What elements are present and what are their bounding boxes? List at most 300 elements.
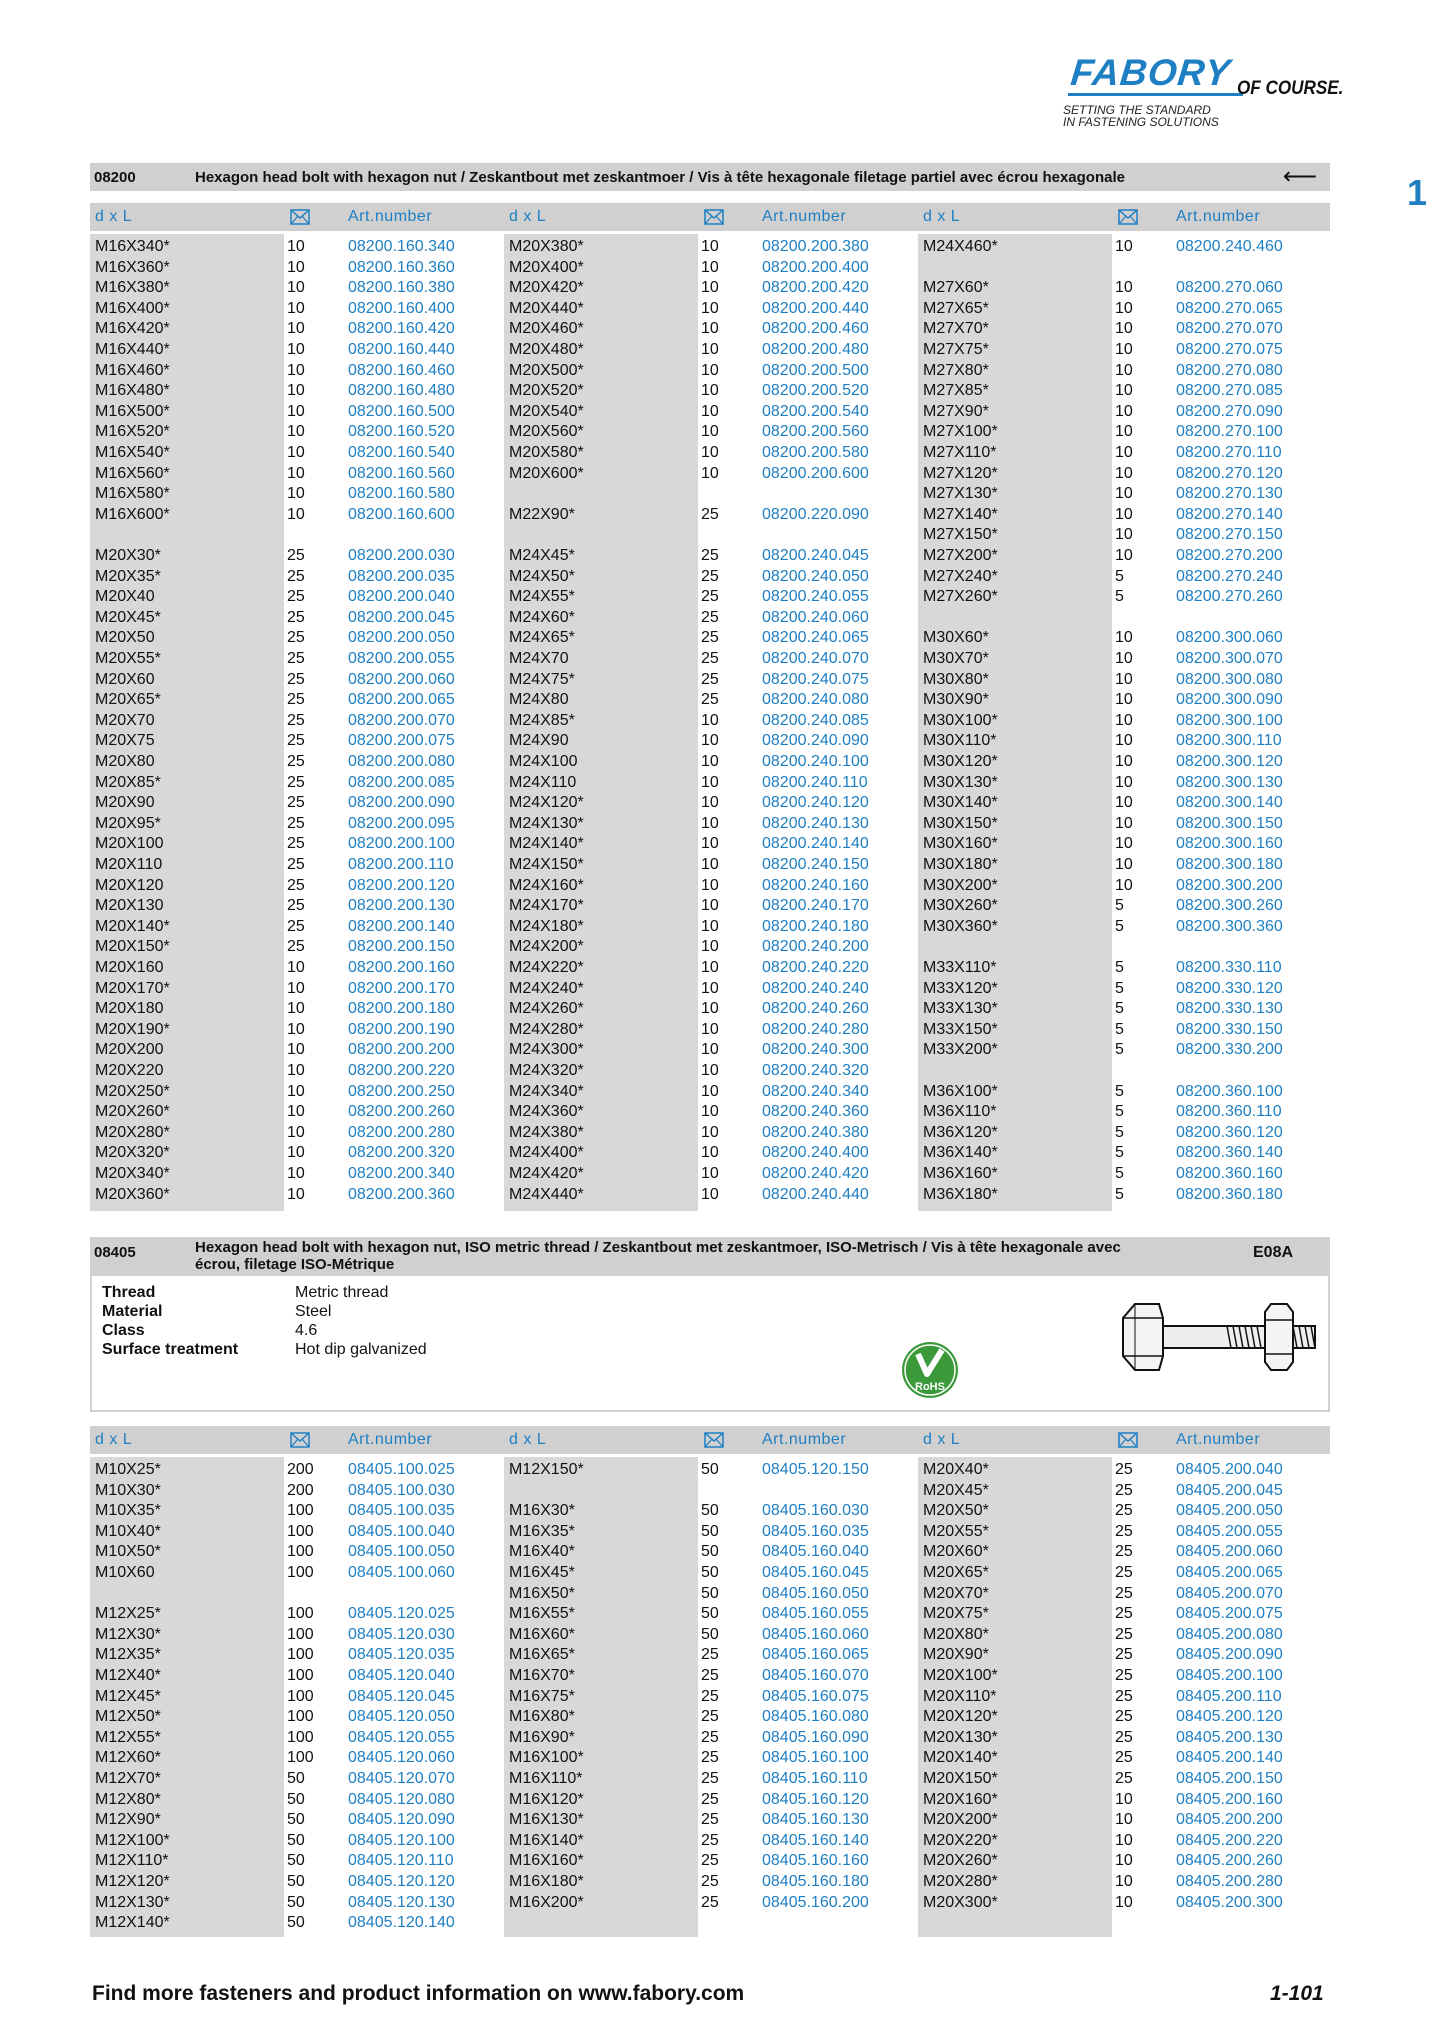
quantity-cell: 5 xyxy=(1115,1185,1124,1203)
size-cell: M20X280* xyxy=(95,1123,170,1141)
article-number-link[interactable]: 08405.160.030 xyxy=(762,1502,869,1520)
article-number-link[interactable]: 08200.200.045 xyxy=(348,608,455,626)
article-number-link[interactable]: 08200.200.040 xyxy=(348,588,455,606)
article-number-link[interactable]: 08200.160.400 xyxy=(348,299,455,317)
article-number-link[interactable]: 08200.200.170 xyxy=(348,979,455,997)
article-number-link[interactable]: 08200.240.340 xyxy=(762,1082,869,1100)
quantity-cell: 25 xyxy=(287,773,305,791)
article-number-link[interactable]: 08200.200.520 xyxy=(762,382,869,400)
size-cell: M20X190* xyxy=(95,1020,170,1038)
article-number-link[interactable]: 08200.240.200 xyxy=(762,938,869,956)
article-number-link[interactable]: 08200.270.140 xyxy=(1176,505,1283,523)
hex-bolt-icon xyxy=(1117,1296,1322,1378)
article-number-link[interactable]: 08405.160.100 xyxy=(762,1749,869,1767)
article-number-link[interactable]: 08200.200.140 xyxy=(348,917,455,935)
quantity-cell: 10 xyxy=(701,711,719,729)
article-number-link[interactable]: 08200.200.580 xyxy=(762,444,869,461)
article-number-link[interactable]: 08200.200.060 xyxy=(348,670,455,688)
article-number-link[interactable]: 08200.300.100 xyxy=(1176,711,1283,729)
article-number-link[interactable]: 08200.270.070 xyxy=(1176,320,1283,338)
article-number-link[interactable]: 08405.200.160 xyxy=(1176,1790,1283,1808)
size-cell: M16X520* xyxy=(95,423,170,441)
article-number-link[interactable]: 08200.240.130 xyxy=(762,814,869,832)
article-number-link[interactable]: 08405.200.065 xyxy=(1176,1564,1283,1581)
size-cell: M20X120* xyxy=(923,1708,998,1726)
quantity-cell: 10 xyxy=(1115,650,1133,667)
size-cell: M24X180* xyxy=(509,917,584,935)
article-number-link[interactable]: 08405.160.130 xyxy=(762,1811,869,1829)
article-number-link[interactable]: 08200.240.260 xyxy=(762,1000,869,1018)
article-number-link[interactable]: 08405.160.040 xyxy=(762,1543,869,1561)
article-number-link[interactable]: 08200.240.140 xyxy=(762,835,869,853)
article-number-link[interactable]: 08200.200.070 xyxy=(348,711,455,729)
quantity-cell: 10 xyxy=(287,1082,305,1100)
size-cell: M27X110* xyxy=(923,444,997,461)
quantity-cell: 10 xyxy=(287,238,305,255)
article-number-link[interactable]: 08200.240.420 xyxy=(762,1165,869,1182)
article-number-link[interactable]: 08200.200.380 xyxy=(762,238,869,255)
size-cell: M24X170* xyxy=(509,897,584,915)
size-cell: M20X65* xyxy=(923,1564,989,1581)
article-number-link[interactable]: 08200.200.055 xyxy=(348,650,455,667)
quantity-cell: 10 xyxy=(701,279,719,297)
article-number-link[interactable]: 08200.240.045 xyxy=(762,547,869,564)
article-number-link[interactable]: 08200.240.180 xyxy=(762,917,869,935)
article-number-link[interactable]: 08200.300.070 xyxy=(1176,650,1283,667)
article-number-link[interactable]: 08405.100.050 xyxy=(348,1543,455,1561)
article-number-link[interactable]: 08405.160.050 xyxy=(762,1584,869,1602)
article-number-link[interactable]: 08405.160.070 xyxy=(762,1667,869,1684)
size-cell: M16X340* xyxy=(95,238,170,255)
article-number-link[interactable]: 08200.300.180 xyxy=(1176,856,1283,873)
size-cell: M20X560* xyxy=(509,423,584,441)
article-number-link[interactable]: 08405.120.140 xyxy=(348,1914,455,1932)
article-number-link[interactable]: 08200.200.360 xyxy=(348,1185,455,1203)
article-number-link[interactable]: 08200.360.100 xyxy=(1176,1082,1283,1100)
article-number-link[interactable]: 08200.200.540 xyxy=(762,402,869,420)
article-number-link[interactable]: 08200.300.150 xyxy=(1176,814,1283,832)
article-number-link[interactable]: 08200.200.420 xyxy=(762,279,869,297)
size-cell: M16X130* xyxy=(509,1811,584,1829)
section-title-line-1: Hexagon head bolt with hexagon nut, ISO metric thread / Zeskantbout met zeskantmoer, ISO-Metrisch / Vis à tête hexagonale avec xyxy=(195,1239,1121,1256)
article-number-link[interactable]: 08405.120.045 xyxy=(348,1687,455,1705)
article-number-link[interactable]: 08200.200.035 xyxy=(348,567,455,585)
header-dxl: d x L xyxy=(95,1431,133,1448)
article-number-link[interactable]: 08200.160.500 xyxy=(348,402,455,420)
article-number-link[interactable]: 08200.240.360 xyxy=(762,1103,869,1121)
article-number-link[interactable]: 08405.120.150 xyxy=(762,1461,869,1478)
article-number-link[interactable]: 08200.160.360 xyxy=(348,258,455,276)
quantity-cell: 10 xyxy=(1115,835,1133,853)
article-number-link[interactable]: 08200.200.030 xyxy=(348,547,455,564)
quantity-cell: 10 xyxy=(701,814,719,832)
size-cell: M16X600* xyxy=(95,505,170,523)
article-number-link[interactable]: 08200.200.200 xyxy=(348,1041,455,1059)
size-cell: M16X440* xyxy=(95,341,170,358)
quantity-cell: 25 xyxy=(287,938,305,956)
size-cell: M30X110* xyxy=(923,732,997,750)
article-number-link[interactable]: 08200.200.280 xyxy=(348,1123,455,1141)
article-number-link[interactable]: 08200.240.440 xyxy=(762,1185,869,1203)
article-number-link[interactable]: 08405.100.025 xyxy=(348,1461,455,1478)
quantity-cell: 10 xyxy=(701,1082,719,1100)
size-cell: M20X45* xyxy=(923,1481,989,1499)
article-number-link[interactable]: 08200.300.090 xyxy=(1176,691,1283,709)
size-cell: M36X140* xyxy=(923,1144,998,1162)
article-number-link[interactable]: 08200.220.090 xyxy=(762,505,869,523)
article-number-link[interactable]: 08200.240.100 xyxy=(762,753,869,770)
article-number-link[interactable]: 08405.200.140 xyxy=(1176,1749,1283,1767)
article-number-link[interactable]: 08200.270.065 xyxy=(1176,299,1283,317)
article-number-link[interactable]: 08200.240.150 xyxy=(762,856,869,873)
article-number-link[interactable]: 08200.270.090 xyxy=(1176,402,1283,420)
article-number-link[interactable]: 08405.120.090 xyxy=(348,1811,455,1829)
article-number-link[interactable]: 08200.200.075 xyxy=(348,732,455,750)
article-number-link[interactable]: 08405.200.200 xyxy=(1176,1811,1283,1829)
article-number-link[interactable]: 08405.200.055 xyxy=(1176,1522,1283,1540)
article-number-link[interactable]: 08200.240.320 xyxy=(762,1062,869,1079)
quantity-cell: 25 xyxy=(1115,1461,1133,1478)
quantity-cell: 10 xyxy=(1115,753,1133,770)
article-number-link[interactable]: 08200.300.160 xyxy=(1176,835,1283,853)
article-number-link[interactable]: 08200.240.065 xyxy=(762,629,869,647)
quantity-cell: 10 xyxy=(701,1103,719,1121)
quantity-cell: 50 xyxy=(701,1605,719,1623)
article-number-link[interactable]: 08200.200.500 xyxy=(762,361,869,379)
article-number-link[interactable]: 08200.360.110 xyxy=(1176,1103,1282,1121)
article-number-link[interactable]: 08200.270.150 xyxy=(1176,526,1283,544)
article-number-link[interactable]: 08200.270.080 xyxy=(1176,361,1283,379)
article-number-link[interactable]: 08200.330.130 xyxy=(1176,1000,1283,1018)
article-number-link[interactable]: 08200.240.090 xyxy=(762,732,869,750)
size-cell: M16X100* xyxy=(509,1749,584,1767)
article-number-link[interactable]: 08405.200.220 xyxy=(1176,1831,1283,1849)
article-number-link[interactable]: 08405.120.130 xyxy=(348,1893,455,1911)
article-number-link[interactable]: 08405.160.060 xyxy=(762,1625,869,1643)
article-number-link[interactable]: 08405.120.055 xyxy=(348,1728,455,1746)
article-number-link[interactable]: 08405.160.045 xyxy=(762,1564,869,1581)
quantity-cell: 25 xyxy=(701,588,719,606)
article-number-link[interactable]: 08200.240.220 xyxy=(762,959,869,976)
article-number-link[interactable]: 08200.200.120 xyxy=(348,876,455,894)
quantity-cell: 25 xyxy=(701,1831,719,1849)
article-number-link[interactable]: 08200.360.160 xyxy=(1176,1165,1283,1182)
article-number-link[interactable]: 08405.120.025 xyxy=(348,1605,455,1623)
article-number-link[interactable]: 08200.300.260 xyxy=(1176,897,1283,915)
size-cell: M27X60* xyxy=(923,279,989,297)
article-number-link[interactable]: 08405.160.160 xyxy=(762,1852,869,1870)
article-number-link[interactable]: 08200.240.080 xyxy=(762,691,869,709)
article-number-link[interactable]: 08200.200.560 xyxy=(762,423,869,441)
size-cell: M27X120* xyxy=(923,464,998,482)
article-number-link[interactable]: 08200.240.380 xyxy=(762,1123,869,1141)
article-number-link[interactable]: 08200.240.050 xyxy=(762,567,869,585)
article-number-link[interactable]: 08200.200.150 xyxy=(348,938,455,956)
article-number-link[interactable]: 08200.330.200 xyxy=(1176,1041,1283,1059)
article-number-link[interactable]: 08405.160.035 xyxy=(762,1522,869,1540)
article-number-link[interactable]: 08200.240.075 xyxy=(762,670,869,688)
article-number-link[interactable]: 08405.200.120 xyxy=(1176,1708,1283,1726)
footer-text: Find more fasteners and product information on www.fabory.com xyxy=(92,1982,745,2005)
article-number-link[interactable]: 08405.120.120 xyxy=(348,1873,455,1890)
article-number-link[interactable]: 08405.200.150 xyxy=(1176,1770,1283,1787)
article-number-link[interactable]: 08405.120.040 xyxy=(348,1667,455,1684)
article-number-link[interactable]: 08405.200.075 xyxy=(1176,1605,1283,1623)
article-number-link[interactable]: 08200.270.060 xyxy=(1176,279,1283,297)
article-number-link[interactable]: 08405.100.035 xyxy=(348,1502,455,1520)
size-cell: M24X400* xyxy=(509,1144,584,1162)
article-number-link[interactable]: 08200.240.070 xyxy=(762,650,869,667)
quantity-cell: 10 xyxy=(1115,402,1133,420)
quantity-cell: 25 xyxy=(1115,1728,1133,1746)
size-cell: M24X150* xyxy=(509,856,584,873)
quantity-cell: 10 xyxy=(287,279,305,297)
size-cell: M20X95* xyxy=(95,814,161,832)
article-number-link[interactable]: 08200.200.085 xyxy=(348,773,455,791)
article-number-link[interactable]: 08200.200.260 xyxy=(348,1103,455,1121)
article-number-link[interactable]: 08200.240.060 xyxy=(762,608,869,626)
article-number-link[interactable]: 08200.240.120 xyxy=(762,794,869,812)
article-number-link[interactable]: 08405.100.030 xyxy=(348,1481,455,1499)
article-number-link[interactable]: 08200.360.120 xyxy=(1176,1123,1283,1141)
size-cell: M30X360* xyxy=(923,917,998,935)
section-code: 08405 xyxy=(94,1244,136,1261)
article-number-link[interactable]: 08200.200.250 xyxy=(348,1082,455,1100)
article-number-link[interactable]: 08200.200.440 xyxy=(762,299,869,317)
packaging-envelope-icon xyxy=(704,209,724,225)
article-number-link[interactable]: 08405.160.065 xyxy=(762,1646,869,1664)
article-number-link[interactable]: 08405.200.070 xyxy=(1176,1584,1283,1602)
size-cell: M20X50* xyxy=(923,1502,989,1520)
article-number-link[interactable]: 08200.200.340 xyxy=(348,1165,455,1182)
article-number-link[interactable]: 08405.120.050 xyxy=(348,1708,455,1726)
quantity-cell: 10 xyxy=(287,505,305,523)
size-cell: M20X600* xyxy=(509,464,584,482)
article-number-link[interactable]: 08405.200.130 xyxy=(1176,1728,1283,1746)
article-number-link[interactable]: 08200.360.180 xyxy=(1176,1185,1283,1203)
article-number-link[interactable]: 08200.160.340 xyxy=(348,238,455,255)
size-cell: M20X120 xyxy=(95,876,164,894)
article-number-link[interactable]: 08200.300.140 xyxy=(1176,794,1283,812)
quantity-cell: 10 xyxy=(287,341,305,358)
article-number-link[interactable]: 08200.200.190 xyxy=(348,1020,455,1038)
size-cell: M24X120* xyxy=(509,794,584,812)
size-cell: M12X50* xyxy=(95,1708,161,1726)
article-number-link[interactable]: 08405.200.100 xyxy=(1176,1667,1283,1684)
article-number-link[interactable]: 08200.200.050 xyxy=(348,629,455,647)
article-number-link[interactable]: 08405.200.260 xyxy=(1176,1852,1283,1870)
info-value-thread: Metric thread xyxy=(295,1284,389,1301)
article-number-link[interactable]: 08200.270.130 xyxy=(1176,485,1283,503)
quantity-cell: 10 xyxy=(287,1144,305,1162)
size-cell: M20X300* xyxy=(923,1893,998,1911)
article-number-link[interactable]: 08200.270.085 xyxy=(1176,382,1283,400)
quantity-cell: 10 xyxy=(701,464,719,482)
size-cell: M27X85* xyxy=(923,382,989,400)
article-number-link[interactable]: 08200.240.085 xyxy=(762,711,869,729)
size-cell: M24X160* xyxy=(509,876,584,894)
article-number-link[interactable]: 08200.200.180 xyxy=(348,1000,455,1018)
article-number-link[interactable]: 08200.270.100 xyxy=(1176,423,1283,441)
article-number-link[interactable]: 08200.160.580 xyxy=(348,485,455,503)
size-cell: M30X260* xyxy=(923,897,998,915)
article-number-link[interactable]: 08405.200.300 xyxy=(1176,1893,1283,1911)
article-number-link[interactable]: 08200.160.520 xyxy=(348,423,455,441)
article-number-link[interactable]: 08200.200.480 xyxy=(762,341,869,358)
article-number-link[interactable]: 08405.120.070 xyxy=(348,1770,455,1787)
tagline-line-1: SETTING THE STANDARD xyxy=(1063,103,1211,117)
size-cell: M24X260* xyxy=(509,1000,584,1018)
article-number-link[interactable]: 08200.200.095 xyxy=(348,814,455,832)
article-number-link[interactable]: 08405.160.080 xyxy=(762,1708,869,1726)
quantity-cell: 25 xyxy=(1115,1625,1133,1643)
article-number-link[interactable]: 08200.160.600 xyxy=(348,505,455,523)
article-number-link[interactable]: 08405.120.035 xyxy=(348,1646,455,1664)
article-number-link[interactable]: 08200.270.200 xyxy=(1176,547,1283,564)
article-number-link[interactable]: 08200.270.075 xyxy=(1176,341,1283,358)
article-number-link[interactable]: 08200.160.380 xyxy=(348,279,455,297)
article-number-link[interactable]: 08200.200.220 xyxy=(348,1062,455,1079)
article-number-link[interactable]: 08200.240.240 xyxy=(762,979,869,997)
article-number-link[interactable]: 08405.200.280 xyxy=(1176,1873,1283,1890)
size-cell: M24X45* xyxy=(509,547,575,564)
size-cell: M33X110* xyxy=(923,959,997,976)
article-number-link[interactable]: 08405.160.140 xyxy=(762,1831,869,1849)
article-number-link[interactable]: 08405.200.110 xyxy=(1176,1687,1282,1705)
size-cell: M20X260* xyxy=(95,1103,170,1121)
size-cell: M20X180 xyxy=(95,1000,164,1018)
size-cell: M20X90 xyxy=(95,794,155,812)
article-number-link[interactable]: 08200.200.110 xyxy=(348,856,454,873)
size-cell: M12X35* xyxy=(95,1646,161,1664)
article-number-link[interactable]: 08200.200.160 xyxy=(348,959,455,976)
article-number-link[interactable]: 08405.120.060 xyxy=(348,1749,455,1767)
article-number-link[interactable]: 08200.270.110 xyxy=(1176,444,1282,461)
size-cell: M12X150* xyxy=(509,1461,584,1478)
article-number-link[interactable]: 08200.300.060 xyxy=(1176,629,1283,647)
article-number-link[interactable]: 08200.270.260 xyxy=(1176,588,1283,606)
quantity-cell: 10 xyxy=(1115,444,1133,461)
quantity-cell: 10 xyxy=(701,732,719,750)
article-number-link[interactable]: 08405.100.060 xyxy=(348,1564,455,1581)
size-cell: M20X150* xyxy=(95,938,170,956)
article-number-link[interactable]: 08405.120.100 xyxy=(348,1831,455,1849)
article-number-link[interactable]: 08405.200.060 xyxy=(1176,1543,1283,1561)
header-dxl: d x L xyxy=(923,208,961,225)
article-number-link[interactable]: 08200.300.120 xyxy=(1176,753,1283,770)
article-number-link[interactable]: 08200.240.110 xyxy=(762,773,868,791)
article-number-link[interactable]: 08200.200.065 xyxy=(348,691,455,709)
size-cell: M27X240* xyxy=(923,567,998,585)
article-number-link[interactable]: 08405.200.050 xyxy=(1176,1502,1283,1520)
article-number-link[interactable]: 08200.330.150 xyxy=(1176,1020,1283,1038)
article-number-link[interactable]: 08200.300.080 xyxy=(1176,670,1283,688)
quantity-cell: 100 xyxy=(287,1646,314,1664)
article-number-link[interactable]: 08405.120.080 xyxy=(348,1790,455,1808)
packaging-envelope-icon xyxy=(290,1432,310,1448)
quantity-cell: 25 xyxy=(701,1749,719,1767)
article-number-link[interactable]: 08200.240.400 xyxy=(762,1144,869,1162)
article-number-link[interactable]: 08405.160.090 xyxy=(762,1728,869,1746)
article-number-link[interactable]: 08200.300.110 xyxy=(1176,732,1282,750)
quantity-cell: 10 xyxy=(1115,238,1133,255)
quantity-cell: 25 xyxy=(701,608,719,626)
size-cell: M20X30* xyxy=(95,547,161,564)
size-cell: M10X60 xyxy=(95,1564,155,1581)
article-number-link[interactable]: 08405.120.110 xyxy=(348,1852,454,1870)
size-cell: M20X140* xyxy=(923,1749,998,1767)
article-number-link[interactable]: 08200.200.600 xyxy=(762,464,869,482)
section-title xyxy=(195,1237,1245,1273)
article-number-link[interactable]: 08200.160.540 xyxy=(348,444,455,461)
article-number-link[interactable]: 08200.300.130 xyxy=(1176,773,1283,791)
article-number-link[interactable]: 08200.200.090 xyxy=(348,794,455,812)
size-cell: M24X130* xyxy=(509,814,584,832)
article-number-link[interactable]: 08200.160.460 xyxy=(348,361,455,379)
article-number-link[interactable]: 08200.200.080 xyxy=(348,753,455,770)
quantity-cell: 5 xyxy=(1115,1165,1124,1182)
article-number-link[interactable]: 08405.200.080 xyxy=(1176,1625,1283,1643)
article-number-link[interactable]: 08405.160.110 xyxy=(762,1770,868,1787)
article-number-link[interactable]: 08405.160.055 xyxy=(762,1605,869,1623)
article-number-link[interactable]: 08200.240.280 xyxy=(762,1020,869,1038)
article-number-link[interactable]: 08200.160.480 xyxy=(348,382,455,400)
article-number-link[interactable]: 08200.200.460 xyxy=(762,320,869,338)
size-cell: M12X55* xyxy=(95,1728,161,1746)
article-number-link[interactable]: 08405.160.120 xyxy=(762,1790,869,1808)
article-number-link[interactable]: 08200.200.100 xyxy=(348,835,455,853)
article-number-link[interactable]: 08405.200.045 xyxy=(1176,1481,1283,1499)
article-number-link[interactable]: 08405.200.090 xyxy=(1176,1646,1283,1664)
article-number-link[interactable]: 08200.240.170 xyxy=(762,897,869,915)
article-number-link[interactable]: 08200.270.240 xyxy=(1176,567,1283,585)
article-number-link[interactable]: 08200.300.200 xyxy=(1176,876,1283,894)
article-number-link[interactable]: 08200.200.130 xyxy=(348,897,455,915)
size-cell: M24X140* xyxy=(509,835,584,853)
size-cell: M24X220* xyxy=(509,959,584,976)
article-number-link[interactable]: 08200.240.055 xyxy=(762,588,869,606)
size-cell: M20X440* xyxy=(509,299,584,317)
article-number-link[interactable]: 08405.160.075 xyxy=(762,1687,869,1705)
article-number-link[interactable]: 08200.200.320 xyxy=(348,1144,455,1162)
article-number-link[interactable]: 08405.200.040 xyxy=(1176,1461,1283,1478)
back-arrow-icon[interactable]: ⟵ xyxy=(1282,163,1318,190)
article-number-link[interactable]: 08200.330.110 xyxy=(1176,959,1282,976)
size-cell: M16X380* xyxy=(95,279,170,297)
quantity-cell: 25 xyxy=(1115,1481,1133,1499)
quantity-cell: 25 xyxy=(287,567,305,585)
article-number-link[interactable]: 08200.330.120 xyxy=(1176,979,1283,997)
article-number-link[interactable]: 08405.160.180 xyxy=(762,1873,869,1890)
article-number-link[interactable]: 08200.240.300 xyxy=(762,1041,869,1059)
packaging-envelope-icon xyxy=(704,1432,724,1448)
article-number-link[interactable]: 08405.100.040 xyxy=(348,1522,455,1540)
article-number-link[interactable]: 08200.240.460 xyxy=(1176,238,1283,255)
quantity-cell: 10 xyxy=(287,361,305,379)
article-number-link[interactable]: 08200.240.160 xyxy=(762,876,869,894)
article-number-link[interactable]: 08200.270.120 xyxy=(1176,464,1283,482)
quantity-cell: 5 xyxy=(1115,1103,1124,1121)
article-number-link[interactable]: 08200.200.400 xyxy=(762,258,869,276)
article-number-link[interactable]: 08405.160.200 xyxy=(762,1893,869,1911)
article-number-link[interactable]: 08200.160.440 xyxy=(348,341,455,358)
article-number-link[interactable]: 08200.160.420 xyxy=(348,320,455,338)
article-number-link[interactable]: 08405.120.030 xyxy=(348,1625,455,1643)
quantity-cell: 10 xyxy=(701,1165,719,1182)
article-number-link[interactable]: 08200.300.360 xyxy=(1176,917,1283,935)
article-number-link[interactable]: 08200.160.560 xyxy=(348,464,455,482)
article-number-link[interactable]: 08200.360.140 xyxy=(1176,1144,1283,1162)
